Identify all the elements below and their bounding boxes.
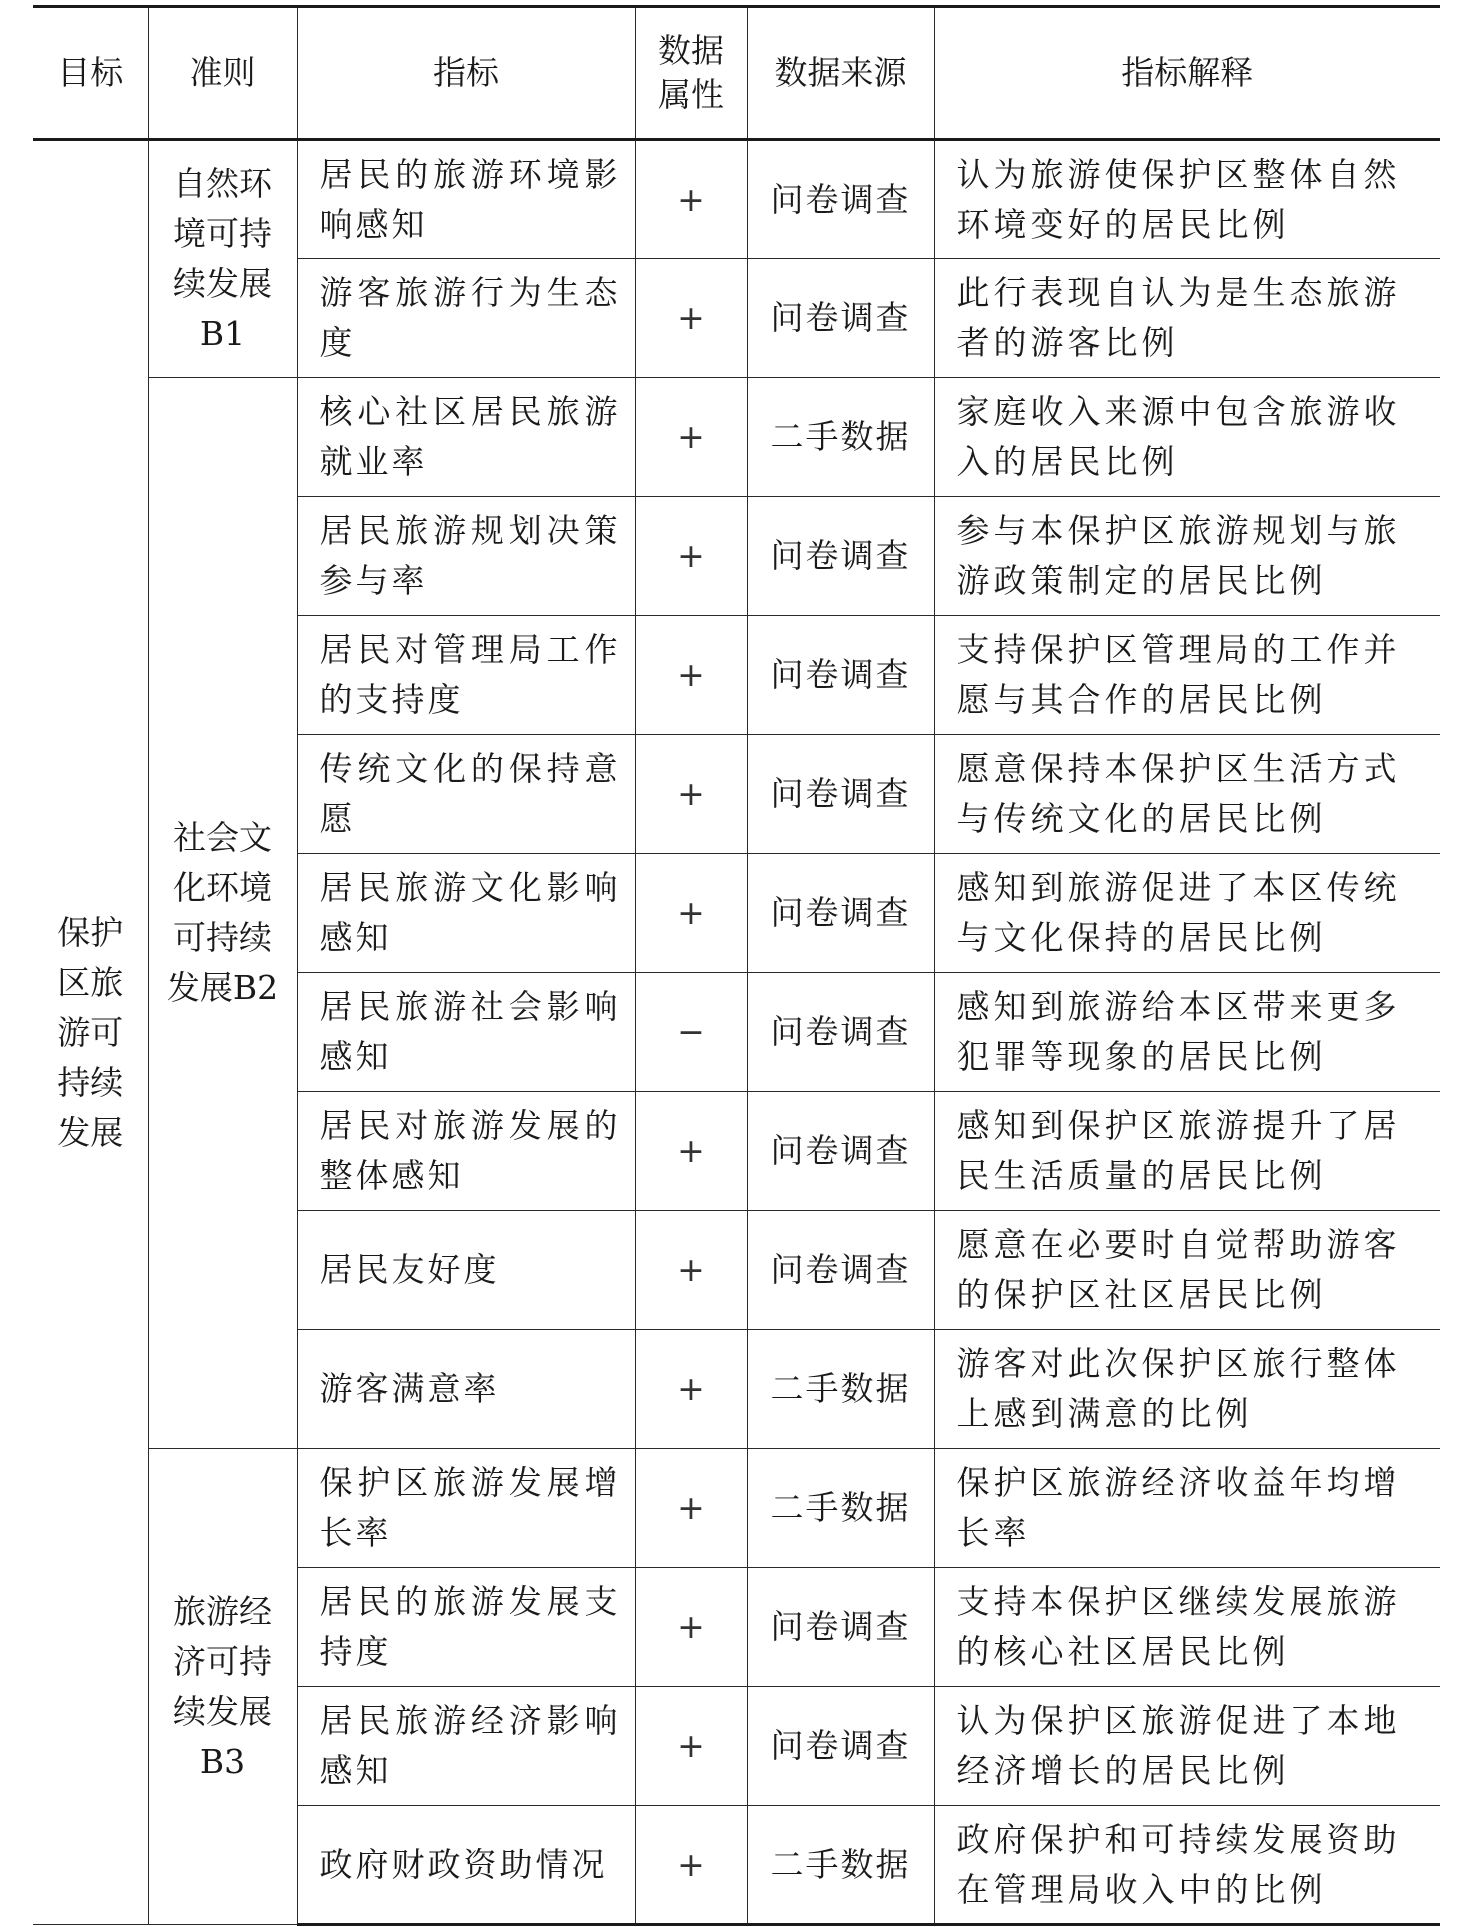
indicator-cell: 保护区旅游发展增长率 — [297, 1449, 635, 1568]
indicator-cell: 居民的旅游发展支持度 — [297, 1568, 635, 1687]
source-cell: 二手数据 — [747, 1330, 934, 1449]
indicator-cell: 居民旅游经济影响感知 — [297, 1687, 635, 1806]
criterion-cell-b1 — [148, 140, 297, 378]
indicator-cell: 居民的旅游环境影响感知 — [297, 140, 635, 259]
attribute-cell: + — [635, 616, 747, 735]
source-cell: 问卷调查 — [747, 735, 934, 854]
source-cell: 问卷调查 — [747, 1211, 934, 1330]
goal-cell — [33, 140, 148, 1925]
explanation-cell: 认为保护区旅游促进了本地经济增长的居民比例 — [934, 1687, 1440, 1806]
attribute-cell: + — [635, 140, 747, 259]
explanation-cell: 支持保护区管理局的工作并愿与其合作的居民比例 — [934, 616, 1440, 735]
explanation-cell: 此行表现自认为是生态旅游者的游客比例 — [934, 259, 1440, 378]
indicator-cell: 游客旅游行为生态度 — [297, 259, 635, 378]
table-row — [33, 1449, 1440, 1568]
source-cell: 问卷调查 — [747, 497, 934, 616]
explanation-cell: 政府保护和可持续发展资助在管理局收入中的比例 — [934, 1806, 1440, 1925]
criterion-text-b3: 旅游经济可持续发展B3 — [173, 1591, 272, 1781]
indicator-cell: 游客满意率 — [297, 1330, 635, 1449]
header-criterion: 准则 — [148, 7, 297, 140]
indicator-table — [33, 5, 1440, 1926]
indicator-cell: 传统文化的保持意愿 — [297, 735, 635, 854]
criterion-cell-b3 — [148, 1449, 297, 1925]
source-cell: 二手数据 — [747, 1449, 934, 1568]
explanation-cell: 感知到旅游促进了本区传统与文化保持的居民比例 — [934, 854, 1440, 973]
source-cell: 问卷调查 — [747, 1687, 934, 1806]
indicator-cell: 居民友好度 — [297, 1211, 635, 1330]
table-row — [33, 140, 1440, 259]
explanation-cell: 愿意在必要时自觉帮助游客的保护区社区居民比例 — [934, 1211, 1440, 1330]
criterion-cell-b2 — [148, 378, 297, 1449]
explanation-cell: 支持本保护区继续发展旅游的核心社区居民比例 — [934, 1568, 1440, 1687]
header-source: 数据来源 — [747, 7, 934, 140]
attribute-cell: + — [635, 1211, 747, 1330]
header-goal: 目标 — [33, 7, 148, 140]
source-cell: 二手数据 — [747, 378, 934, 497]
indicator-cell: 居民旅游社会影响感知 — [297, 973, 635, 1092]
source-cell: 问卷调查 — [747, 259, 934, 378]
attribute-cell: + — [635, 1449, 747, 1568]
indicator-cell: 居民对管理局工作的支持度 — [297, 616, 635, 735]
attribute-cell: + — [635, 497, 747, 616]
explanation-cell: 感知到旅游给本区带来更多犯罪等现象的居民比例 — [934, 973, 1440, 1092]
source-cell: 问卷调查 — [747, 1092, 934, 1211]
attribute-cell: + — [635, 1806, 747, 1925]
indicator-cell: 居民旅游规划决策参与率 — [297, 497, 635, 616]
table-row — [33, 378, 1440, 497]
attribute-cell: + — [635, 1330, 747, 1449]
attribute-cell: + — [635, 1568, 747, 1687]
attribute-cell: + — [635, 1687, 747, 1806]
indicator-cell: 居民旅游文化影响感知 — [297, 854, 635, 973]
goal-text: 保护区旅游可持续发展 — [57, 912, 124, 1152]
criterion-text-b1: 自然环境可持续发展B1 — [173, 164, 272, 353]
explanation-cell: 游客对此次保护区旅行整体上感到满意的比例 — [934, 1330, 1440, 1449]
explanation-cell: 参与本保护区旅游规划与旅游政策制定的居民比例 — [934, 497, 1440, 616]
indicator-cell: 核心社区居民旅游就业率 — [297, 378, 635, 497]
source-cell: 问卷调查 — [747, 1568, 934, 1687]
attribute-cell: − — [635, 973, 747, 1092]
attribute-cell: + — [635, 854, 747, 973]
attribute-cell: + — [635, 1092, 747, 1211]
explanation-cell: 认为旅游使保护区整体自然环境变好的居民比例 — [934, 140, 1440, 259]
attribute-cell: + — [635, 378, 747, 497]
source-cell: 问卷调查 — [747, 140, 934, 259]
source-cell: 二手数据 — [747, 1806, 934, 1925]
source-cell: 问卷调查 — [747, 973, 934, 1092]
explanation-cell: 家庭收入来源中包含旅游收入的居民比例 — [934, 378, 1440, 497]
attribute-cell: + — [635, 259, 747, 378]
header-attribute — [635, 7, 747, 140]
explanation-cell: 保护区旅游经济收益年均增长率 — [934, 1449, 1440, 1568]
criterion-text-b2: 社会文化环境可持续发展B2 — [166, 818, 279, 1007]
indicator-cell: 政府财政资助情况 — [297, 1806, 635, 1925]
indicator-cell: 居民对旅游发展的整体感知 — [297, 1092, 635, 1211]
explanation-cell: 愿意保持本保护区生活方式与传统文化的居民比例 — [934, 735, 1440, 854]
header-indicator: 指标 — [297, 7, 635, 140]
header-row — [33, 7, 1440, 140]
header-attribute-text: 数据属性 — [658, 31, 724, 114]
explanation-cell: 感知到保护区旅游提升了居民生活质量的居民比例 — [934, 1092, 1440, 1211]
attribute-cell: + — [635, 735, 747, 854]
header-explanation: 指标解释 — [934, 7, 1440, 140]
source-cell: 问卷调查 — [747, 616, 934, 735]
source-cell: 问卷调查 — [747, 854, 934, 973]
